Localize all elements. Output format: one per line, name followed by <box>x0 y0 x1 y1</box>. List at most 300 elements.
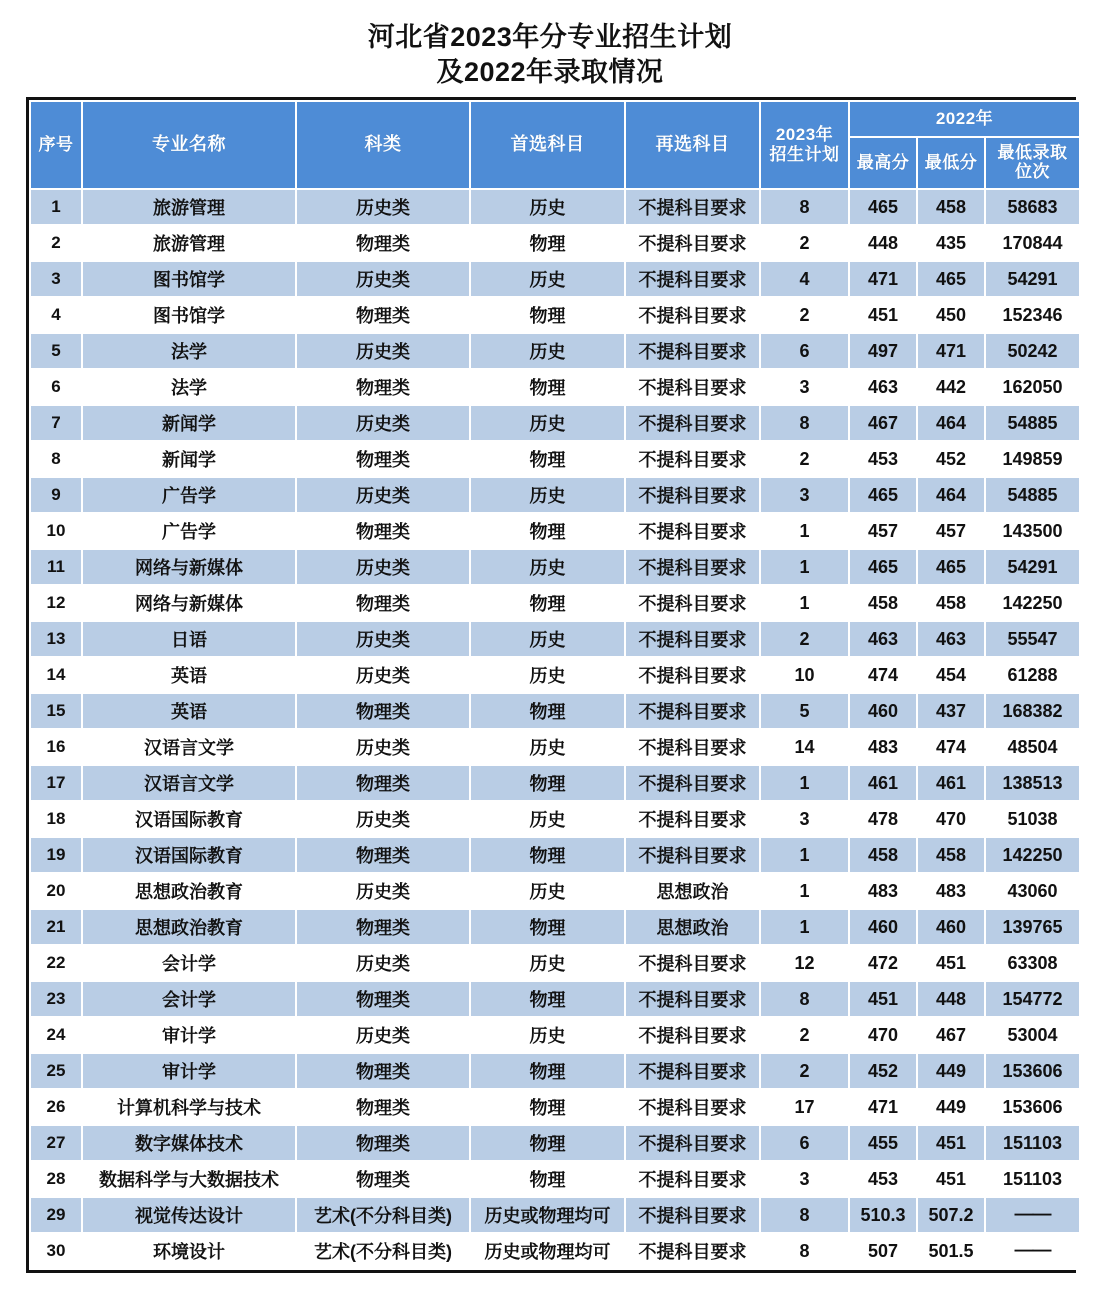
header-min-rank-line-1: 最低录取 <box>997 143 1068 163</box>
cell-min-rank: 63308 <box>986 946 1079 980</box>
cell-plan-2023: 1 <box>761 838 848 872</box>
header-min-score: 最低分 <box>918 138 984 188</box>
cell-min-score: 471 <box>918 334 984 368</box>
cell-major: 计算机科学与技术 <box>83 1090 295 1124</box>
cell-seq: 8 <box>31 442 81 476</box>
cell-first-subject: 物理 <box>471 694 624 728</box>
cell-seq: 10 <box>31 514 81 548</box>
cell-max-score: 460 <box>850 694 916 728</box>
cell-min-rank: 43060 <box>986 874 1079 908</box>
cell-second-subject: 不提科目要求 <box>626 982 759 1016</box>
cell-plan-2023: 8 <box>761 982 848 1016</box>
cell-min-score: 451 <box>918 1162 984 1196</box>
cell-plan-2023: 1 <box>761 514 848 548</box>
cell-min-score: 458 <box>918 190 984 224</box>
cell-min-score: 442 <box>918 370 984 404</box>
cell-first-subject: 物理 <box>471 1054 624 1088</box>
table-row <box>31 478 1079 512</box>
cell-first-subject: 物理 <box>471 442 624 476</box>
cell-major: 会计学 <box>83 946 295 980</box>
cell-second-subject: 不提科目要求 <box>626 730 759 764</box>
cell-seq: 18 <box>31 802 81 836</box>
cell-plan-2023: 1 <box>761 910 848 944</box>
cell-min-rank: 53004 <box>986 1018 1079 1052</box>
cell-seq: 17 <box>31 766 81 800</box>
cell-seq: 7 <box>31 406 81 440</box>
cell-plan-2023: 4 <box>761 262 848 296</box>
cell-first-subject: 历史 <box>471 730 624 764</box>
cell-second-subject: 不提科目要求 <box>626 1090 759 1124</box>
cell-major: 汉语言文学 <box>83 730 295 764</box>
cell-max-score: 460 <box>850 910 916 944</box>
cell-min-rank: 142250 <box>986 838 1079 872</box>
cell-plan-2023: 6 <box>761 1126 848 1160</box>
cell-seq: 11 <box>31 550 81 584</box>
cell-category: 艺术(不分科目类) <box>297 1234 469 1268</box>
cell-plan-2023: 3 <box>761 478 848 512</box>
cell-major: 思想政治教育 <box>83 910 295 944</box>
cell-first-subject: 历史 <box>471 550 624 584</box>
cell-max-score: 483 <box>850 730 916 764</box>
cell-category: 物理类 <box>297 586 469 620</box>
cell-second-subject: 不提科目要求 <box>626 586 759 620</box>
table-row <box>31 442 1079 476</box>
cell-plan-2023: 1 <box>761 766 848 800</box>
cell-max-score: 458 <box>850 586 916 620</box>
cell-major: 汉语国际教育 <box>83 802 295 836</box>
cell-min-score: 449 <box>918 1090 984 1124</box>
cell-major: 汉语言文学 <box>83 766 295 800</box>
table-row <box>31 982 1079 1016</box>
table-row <box>31 1090 1079 1124</box>
cell-plan-2023: 8 <box>761 1234 848 1268</box>
header-plan-2023-line-2: 招生计划 <box>769 145 840 164</box>
admission-plan-table-container <box>26 97 1076 1273</box>
cell-min-score: 451 <box>918 946 984 980</box>
cell-first-subject: 历史 <box>471 406 624 440</box>
cell-major: 旅游管理 <box>83 190 295 224</box>
table-row <box>31 1054 1079 1088</box>
cell-min-score: 463 <box>918 622 984 656</box>
cell-max-score: 457 <box>850 514 916 548</box>
cell-min-rank: 142250 <box>986 586 1079 620</box>
cell-plan-2023: 6 <box>761 334 848 368</box>
cell-second-subject: 不提科目要求 <box>626 658 759 692</box>
header-second-subject: 再选科目 <box>626 102 759 188</box>
cell-major: 英语 <box>83 694 295 728</box>
table-row <box>31 802 1079 836</box>
cell-seq: 29 <box>31 1198 81 1232</box>
cell-major: 广告学 <box>83 478 295 512</box>
cell-major: 审计学 <box>83 1054 295 1088</box>
header-category: 科类 <box>297 102 469 188</box>
cell-major: 法学 <box>83 334 295 368</box>
cell-major: 数字媒体技术 <box>83 1126 295 1160</box>
cell-min-rank: 139765 <box>986 910 1079 944</box>
header-max-score: 最高分 <box>850 138 916 188</box>
cell-first-subject: 历史 <box>471 658 624 692</box>
cell-min-score: 449 <box>918 1054 984 1088</box>
cell-min-rank: 50242 <box>986 334 1079 368</box>
cell-min-score: 507.2 <box>918 1198 984 1232</box>
cell-max-score: 458 <box>850 838 916 872</box>
cell-plan-2023: 8 <box>761 1198 848 1232</box>
cell-min-rank: 55547 <box>986 622 1079 656</box>
cell-plan-2023: 2 <box>761 442 848 476</box>
cell-major: 图书馆学 <box>83 298 295 332</box>
cell-max-score: 510.3 <box>850 1198 916 1232</box>
cell-max-score: 483 <box>850 874 916 908</box>
page-title-line-2: 及2022年录取情况 <box>436 57 664 88</box>
header-min-rank <box>986 138 1079 188</box>
cell-major: 会计学 <box>83 982 295 1016</box>
table-row <box>31 910 1079 944</box>
cell-plan-2023: 2 <box>761 298 848 332</box>
cell-seq: 27 <box>31 1126 81 1160</box>
cell-first-subject: 历史 <box>471 1018 624 1052</box>
cell-second-subject: 不提科目要求 <box>626 1198 759 1232</box>
cell-min-rank: 153606 <box>986 1090 1079 1124</box>
table-row <box>31 298 1079 332</box>
cell-category: 艺术(不分科目类) <box>297 1198 469 1232</box>
cell-min-score: 465 <box>918 262 984 296</box>
cell-min-score: 435 <box>918 226 984 260</box>
cell-second-subject: 不提科目要求 <box>626 550 759 584</box>
cell-second-subject: 思想政治 <box>626 910 759 944</box>
cell-category: 物理类 <box>297 910 469 944</box>
cell-max-score: 471 <box>850 262 916 296</box>
cell-min-score: 451 <box>918 1126 984 1160</box>
header-plan-2023-line-1: 2023年 <box>775 125 834 145</box>
cell-max-score: 465 <box>850 550 916 584</box>
admission-plan-table <box>29 100 1081 1270</box>
cell-second-subject: 不提科目要求 <box>626 370 759 404</box>
cell-max-score: 453 <box>850 1162 916 1196</box>
cell-second-subject: 不提科目要求 <box>626 838 759 872</box>
cell-first-subject: 物理 <box>471 1126 624 1160</box>
cell-first-subject: 物理 <box>471 766 624 800</box>
cell-category: 历史类 <box>297 478 469 512</box>
table-row <box>31 1234 1079 1268</box>
cell-first-subject: 物理 <box>471 838 624 872</box>
cell-second-subject: 不提科目要求 <box>626 766 759 800</box>
cell-major: 新闻学 <box>83 442 295 476</box>
cell-second-subject: 不提科目要求 <box>626 334 759 368</box>
table-row <box>31 334 1079 368</box>
table-row <box>31 190 1079 224</box>
cell-category: 物理类 <box>297 766 469 800</box>
cell-second-subject: 不提科目要求 <box>626 1018 759 1052</box>
cell-second-subject: 不提科目要求 <box>626 226 759 260</box>
cell-min-score: 501.5 <box>918 1234 984 1268</box>
cell-first-subject: 历史 <box>471 478 624 512</box>
cell-category: 历史类 <box>297 658 469 692</box>
header-row-top <box>31 102 1079 136</box>
cell-max-score: 507 <box>850 1234 916 1268</box>
cell-min-rank: 162050 <box>986 370 1079 404</box>
cell-plan-2023: 3 <box>761 802 848 836</box>
cell-category: 物理类 <box>297 226 469 260</box>
cell-seq: 25 <box>31 1054 81 1088</box>
cell-second-subject: 思想政治 <box>626 874 759 908</box>
cell-min-score: 474 <box>918 730 984 764</box>
cell-category: 历史类 <box>297 190 469 224</box>
header-group-2022: 2022年 <box>850 102 1079 136</box>
cell-plan-2023: 10 <box>761 658 848 692</box>
cell-max-score: 455 <box>850 1126 916 1160</box>
cell-plan-2023: 1 <box>761 874 848 908</box>
cell-min-rank: 154772 <box>986 982 1079 1016</box>
cell-first-subject: 物理 <box>471 586 624 620</box>
cell-max-score: 471 <box>850 1090 916 1124</box>
cell-major: 视觉传达设计 <box>83 1198 295 1232</box>
header-first-subject: 首选科目 <box>471 102 624 188</box>
cell-max-score: 478 <box>850 802 916 836</box>
table-row <box>31 874 1079 908</box>
cell-category: 物理类 <box>297 1126 469 1160</box>
cell-category: 物理类 <box>297 1054 469 1088</box>
cell-major: 审计学 <box>83 1018 295 1052</box>
cell-category: 物理类 <box>297 694 469 728</box>
cell-min-rank: 152346 <box>986 298 1079 332</box>
cell-min-rank: 151103 <box>986 1162 1079 1196</box>
cell-max-score: 451 <box>850 982 916 1016</box>
cell-min-score: 458 <box>918 838 984 872</box>
table-row <box>31 1162 1079 1196</box>
cell-max-score: 467 <box>850 406 916 440</box>
cell-first-subject: 历史 <box>471 262 624 296</box>
cell-seq: 28 <box>31 1162 81 1196</box>
cell-min-rank: 149859 <box>986 442 1079 476</box>
cell-seq: 6 <box>31 370 81 404</box>
cell-category: 历史类 <box>297 550 469 584</box>
cell-major: 英语 <box>83 658 295 692</box>
cell-plan-2023: 2 <box>761 622 848 656</box>
cell-category: 历史类 <box>297 262 469 296</box>
header-plan-2023 <box>761 102 848 188</box>
table-row <box>31 658 1079 692</box>
cell-min-score: 465 <box>918 550 984 584</box>
table-row <box>31 406 1079 440</box>
table-row <box>31 766 1079 800</box>
cell-seq: 20 <box>31 874 81 908</box>
cell-major: 汉语国际教育 <box>83 838 295 872</box>
cell-max-score: 463 <box>850 370 916 404</box>
table-row <box>31 514 1079 548</box>
cell-category: 历史类 <box>297 730 469 764</box>
cell-min-rank: 170844 <box>986 226 1079 260</box>
cell-min-score: 452 <box>918 442 984 476</box>
cell-second-subject: 不提科目要求 <box>626 442 759 476</box>
cell-second-subject: 不提科目要求 <box>626 1234 759 1268</box>
cell-seq: 4 <box>31 298 81 332</box>
cell-second-subject: 不提科目要求 <box>626 1054 759 1088</box>
cell-min-rank: 54885 <box>986 478 1079 512</box>
cell-min-rank: 58683 <box>986 190 1079 224</box>
cell-seq: 9 <box>31 478 81 512</box>
cell-seq: 23 <box>31 982 81 1016</box>
table-row <box>31 1198 1079 1232</box>
cell-seq: 22 <box>31 946 81 980</box>
cell-seq: 24 <box>31 1018 81 1052</box>
cell-major: 新闻学 <box>83 406 295 440</box>
cell-plan-2023: 1 <box>761 550 848 584</box>
table-row <box>31 1018 1079 1052</box>
cell-first-subject: 物理 <box>471 1162 624 1196</box>
cell-plan-2023: 5 <box>761 694 848 728</box>
table-row <box>31 622 1079 656</box>
table-row <box>31 370 1079 404</box>
cell-plan-2023: 8 <box>761 190 848 224</box>
cell-first-subject: 历史或物理均可 <box>471 1234 624 1268</box>
cell-major: 网络与新媒体 <box>83 550 295 584</box>
cell-min-rank: 143500 <box>986 514 1079 548</box>
cell-second-subject: 不提科目要求 <box>626 802 759 836</box>
cell-min-score: 483 <box>918 874 984 908</box>
cell-min-score: 470 <box>918 802 984 836</box>
cell-category: 历史类 <box>297 622 469 656</box>
cell-max-score: 452 <box>850 1054 916 1088</box>
table-row <box>31 730 1079 764</box>
cell-seq: 13 <box>31 622 81 656</box>
cell-category: 物理类 <box>297 1162 469 1196</box>
cell-max-score: 461 <box>850 766 916 800</box>
cell-first-subject: 历史 <box>471 874 624 908</box>
cell-min-rank: 54291 <box>986 550 1079 584</box>
cell-plan-2023: 14 <box>761 730 848 764</box>
cell-plan-2023: 2 <box>761 1054 848 1088</box>
cell-seq: 30 <box>31 1234 81 1268</box>
cell-max-score: 470 <box>850 1018 916 1052</box>
cell-max-score: 465 <box>850 190 916 224</box>
cell-seq: 14 <box>31 658 81 692</box>
cell-seq: 26 <box>31 1090 81 1124</box>
cell-first-subject: 历史 <box>471 334 624 368</box>
cell-min-rank: 168382 <box>986 694 1079 728</box>
cell-major: 环境设计 <box>83 1234 295 1268</box>
table-row <box>31 694 1079 728</box>
cell-plan-2023: 17 <box>761 1090 848 1124</box>
cell-plan-2023: 2 <box>761 226 848 260</box>
table-row <box>31 550 1079 584</box>
cell-min-score: 461 <box>918 766 984 800</box>
cell-major: 法学 <box>83 370 295 404</box>
cell-second-subject: 不提科目要求 <box>626 514 759 548</box>
table-row <box>31 586 1079 620</box>
cell-second-subject: 不提科目要求 <box>626 406 759 440</box>
cell-second-subject: 不提科目要求 <box>626 298 759 332</box>
cell-max-score: 472 <box>850 946 916 980</box>
cell-category: 历史类 <box>297 1018 469 1052</box>
cell-min-rank: 54291 <box>986 262 1079 296</box>
cell-min-score: 450 <box>918 298 984 332</box>
cell-plan-2023: 12 <box>761 946 848 980</box>
cell-max-score: 453 <box>850 442 916 476</box>
cell-first-subject: 物理 <box>471 514 624 548</box>
cell-max-score: 448 <box>850 226 916 260</box>
cell-major: 思想政治教育 <box>83 874 295 908</box>
table-row <box>31 1126 1079 1160</box>
cell-plan-2023: 3 <box>761 370 848 404</box>
cell-max-score: 465 <box>850 478 916 512</box>
table-row <box>31 838 1079 872</box>
cell-plan-2023: 8 <box>761 406 848 440</box>
header-seq: 序号 <box>31 102 81 188</box>
cell-category: 物理类 <box>297 514 469 548</box>
cell-category: 物理类 <box>297 982 469 1016</box>
cell-seq: 16 <box>31 730 81 764</box>
cell-plan-2023: 1 <box>761 586 848 620</box>
cell-major: 旅游管理 <box>83 226 295 260</box>
cell-seq: 5 <box>31 334 81 368</box>
cell-second-subject: 不提科目要求 <box>626 478 759 512</box>
table-row <box>31 262 1079 296</box>
cell-min-score: 460 <box>918 910 984 944</box>
cell-min-rank: 151103 <box>986 1126 1079 1160</box>
table-row <box>31 946 1079 980</box>
cell-first-subject: 物理 <box>471 370 624 404</box>
cell-major: 图书馆学 <box>83 262 295 296</box>
cell-seq: 3 <box>31 262 81 296</box>
cell-first-subject: 历史 <box>471 946 624 980</box>
cell-min-score: 437 <box>918 694 984 728</box>
cell-category: 物理类 <box>297 442 469 476</box>
cell-category: 物理类 <box>297 370 469 404</box>
cell-min-rank: 153606 <box>986 1054 1079 1088</box>
cell-seq: 15 <box>31 694 81 728</box>
cell-major: 网络与新媒体 <box>83 586 295 620</box>
page-title <box>0 0 1100 90</box>
header-major: 专业名称 <box>83 102 295 188</box>
cell-first-subject: 物理 <box>471 910 624 944</box>
cell-major: 数据科学与大数据技术 <box>83 1162 295 1196</box>
table-row <box>31 226 1079 260</box>
cell-min-score: 464 <box>918 478 984 512</box>
cell-max-score: 497 <box>850 334 916 368</box>
cell-first-subject: 物理 <box>471 298 624 332</box>
cell-second-subject: 不提科目要求 <box>626 1126 759 1160</box>
cell-first-subject: 物理 <box>471 1090 624 1124</box>
cell-seq: 12 <box>31 586 81 620</box>
cell-second-subject: 不提科目要求 <box>626 1162 759 1196</box>
table-body <box>31 190 1079 1268</box>
cell-min-score: 467 <box>918 1018 984 1052</box>
cell-second-subject: 不提科目要求 <box>626 622 759 656</box>
cell-second-subject: 不提科目要求 <box>626 190 759 224</box>
cell-seq: 2 <box>31 226 81 260</box>
cell-category: 历史类 <box>297 874 469 908</box>
cell-category: 历史类 <box>297 946 469 980</box>
cell-min-rank: 54885 <box>986 406 1079 440</box>
cell-seq: 21 <box>31 910 81 944</box>
cell-plan-2023: 3 <box>761 1162 848 1196</box>
cell-second-subject: 不提科目要求 <box>626 262 759 296</box>
cell-second-subject: 不提科目要求 <box>626 946 759 980</box>
cell-first-subject: 物理 <box>471 226 624 260</box>
cell-category: 历史类 <box>297 406 469 440</box>
cell-category: 物理类 <box>297 298 469 332</box>
cell-min-score: 457 <box>918 514 984 548</box>
cell-min-score: 458 <box>918 586 984 620</box>
table-header <box>31 102 1079 188</box>
cell-second-subject: 不提科目要求 <box>626 694 759 728</box>
cell-category: 历史类 <box>297 802 469 836</box>
cell-max-score: 474 <box>850 658 916 692</box>
cell-plan-2023: 2 <box>761 1018 848 1052</box>
cell-major: 广告学 <box>83 514 295 548</box>
cell-max-score: 463 <box>850 622 916 656</box>
cell-first-subject: 历史 <box>471 622 624 656</box>
